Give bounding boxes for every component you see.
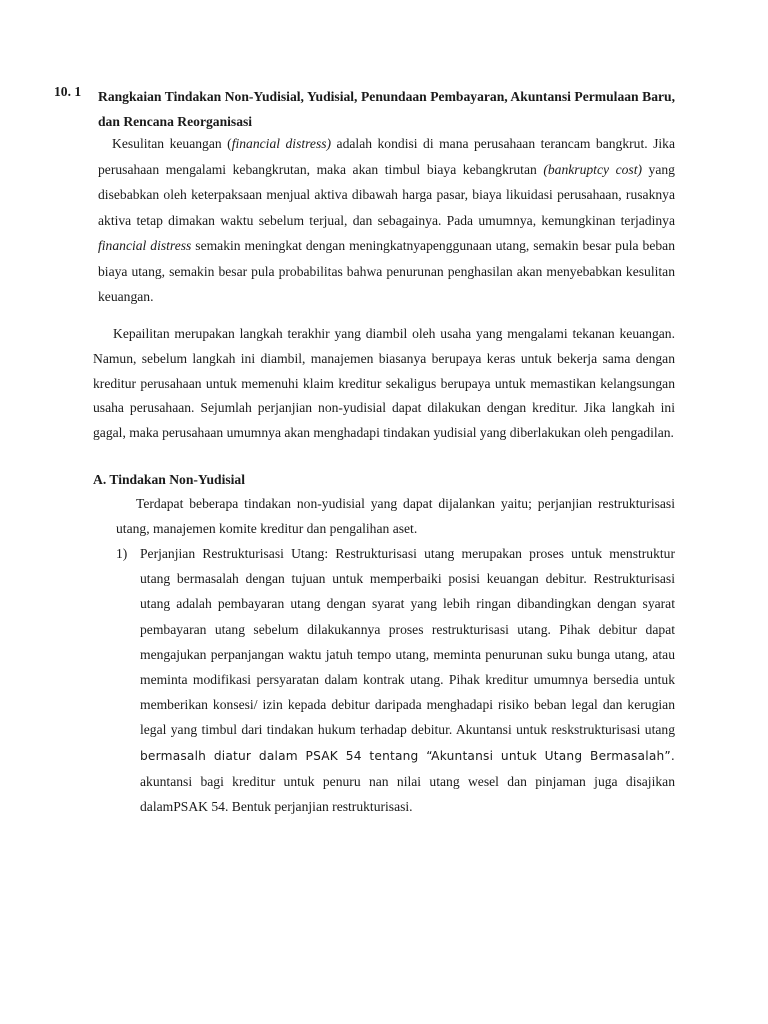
p1-text-2: adalah kondisi di mana perusahaan terancam bangkrut. Jika perusahaan mengalami kebangkrutan, maka akan timbul biaya kebangkrutan (98, 136, 676, 177)
list-item-number: 1) (116, 546, 128, 561)
p1-italic-3: financial distress (98, 238, 192, 253)
section-number: 10. 1 (54, 84, 82, 99)
item-text-a: Perjanjian Restrukturisasi Utang: Restrukturisasi utang merupakan proses untuk menstruktur utang bermasalah dengan tujuan untuk memperbaiki posisi keuangan debitur. Restrukturisasi utang adalah pembayaran utang dengan syarat yang lebih ringan dibandingkan dengan syarat pembayaran utang sebelum dilakukannya proses restrukturisasi utang. Pihak debitur dapat mengajukan perpanjangan waktu jatuh tempo utang, meminta penurunan suku bunga utang, atau meminta modifikasi persyaratan dalam kontrak utang. Pihak kreditur umumnya bersedia untuk memberikan konsesi/ izin kepada debitur daripada menghadapi risiko beban legal dan kerugian legal yang timbul dari tindakan hukum terhadap debitur. Akuntansi untuk reskstrukturisasi utang (140, 546, 675, 738)
p2-text: Kepailitan merupakan langkah terakhir yang diambil oleh usaha yang mengalami tekanan keuangan. Namun, sebelum langkah ini diambil, manajemen biasanya berupaya keras untuk bekerja sama dengan kreditur perusahaan untuk memenuhi klaim kreditur sekaligus berupaya untuk memastikan kelangsungan usaha perusahaan. Sejumlah perjanjian non-yudisial dapat dilakukan dengan kreditur. Jika langkah ini gagal, maka perusahaan umumnya akan menghadapi tindakan yudisial yang diberlakukan oleh pengadilan. (93, 326, 675, 441)
paragraph-financial-distress (98, 131, 675, 310)
p1-italic-2: (bankruptcy cost) (543, 161, 642, 177)
list-item-restructuring (140, 541, 675, 819)
item-text-b: bermasalh diatur dalam PSAK 54 tentang “Akuntansi untuk Utang Bermasalah”. (140, 748, 675, 763)
p1-italic-1: financial distress) (231, 136, 332, 151)
section-title: Rangkaian Tindakan Non-Yudisial, Yudisial, Penundaan Pembayaran, Akuntansi Permulaan Baru, dan Rencana Reorganisasi (98, 89, 675, 129)
subsection-title: A. Tindakan Non-Yudisial (93, 472, 246, 487)
subsection-intro (116, 491, 675, 541)
item-text-c: akuntansi bagi kreditur untuk penuru nan nilai utang wesel dan pinjaman juga disajikan dalamPSAK 54. Bentuk perjanjian restrukturisasi. (140, 773, 675, 815)
p1-text-4: semakin meningkat dengan meningkatnyapenggunaan utang, semakin besar pula beban biaya utang, semakin besar pula probabilitas bahwa penurunan penghasilan akan menyebabkan kesulitan keuangan. (98, 238, 675, 304)
p1-text-3: yang disebabkan oleh keterpaksaan menjual aktiva dibawah harga pasar, biaya likuidasi perusahaan, rusaknya aktiva tetap dimakan waktu sebelum terjual, dan sebagainya. Pada umumnya, kemungkinan terjadinya (98, 161, 675, 228)
paragraph-bankruptcy (93, 322, 675, 446)
intro-text: Terdapat beberapa tindakan non-yudisial yang dapat dijalankan yaitu; perjanjian restrukturisasi utang, manajemen komite kreditur dan pengalihan aset. (116, 496, 675, 536)
p1-text-1: Kesulitan keuangan ( (112, 136, 232, 151)
